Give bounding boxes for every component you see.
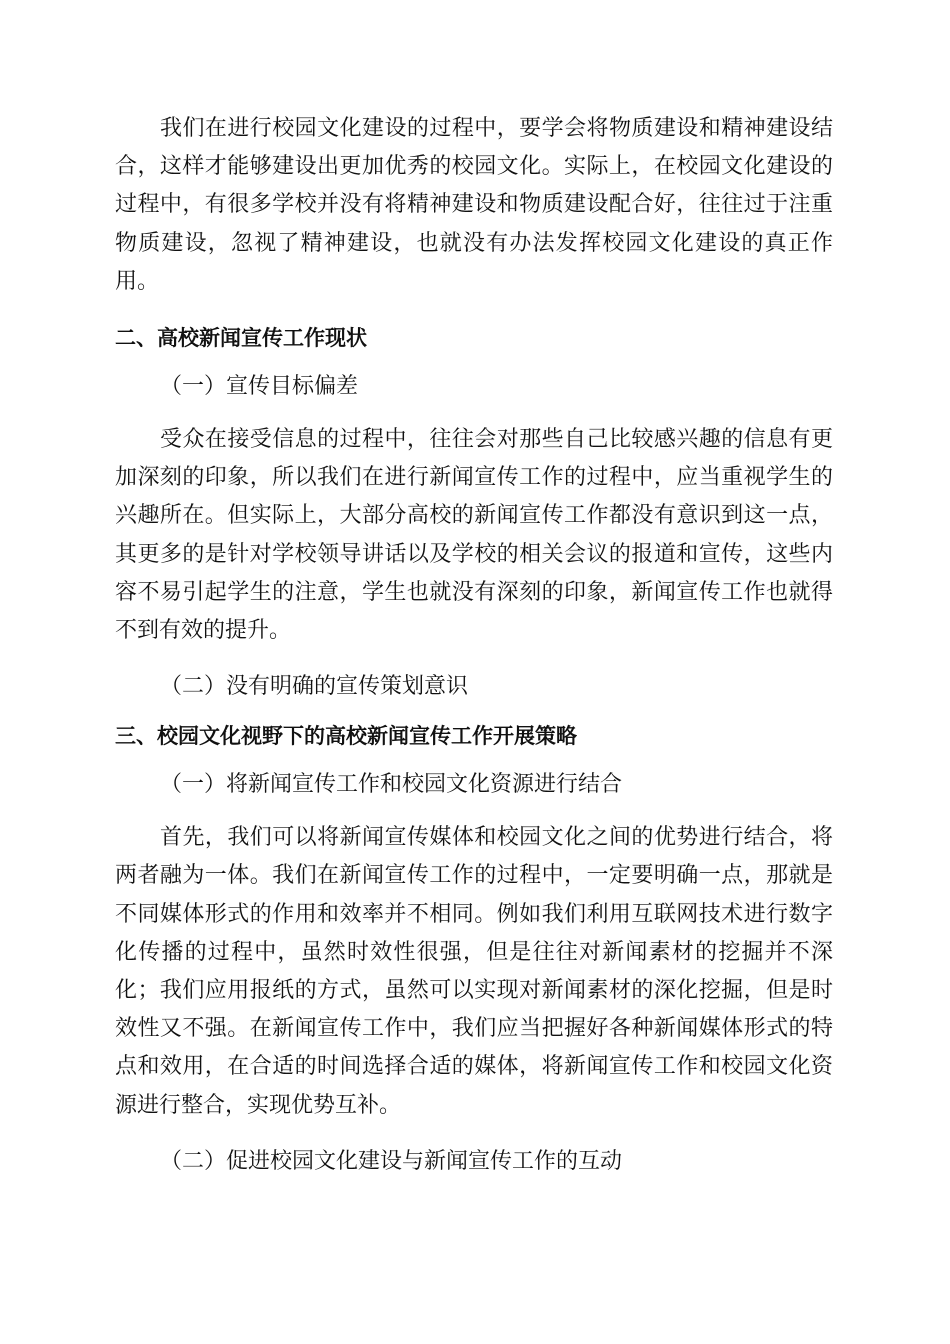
subsection-heading: （二）促进校园文化建设与新闻宣传工作的互动 [160,1148,623,1174]
body-paragraph: 受众在接受信息的过程中，往往会对那些自己比较感兴趣的信息有更加深刻的印象，所以我们在进行新闻宣传工作的过程中，应当重视学生的兴趣所在。但实际上，大部分高校的新闻宣传工作都没有意识到这一点，其更多的是针对学校领导讲话以及学校的相关会议的报道和宣传，这些内容不易引起学生的注意，学生也就没有深刻的印象，新闻宣传工作也就得不到有效的提升。 [115,427,833,644]
section-heading: 三、校园文化视野下的高校新闻宣传工作开展策略 [115,724,577,749]
document-page [115,110,833,1177]
section-heading: 二、高校新闻宣传工作现状 [115,326,367,351]
subsection-heading: （一）宣传目标偏差 [160,374,359,400]
body-paragraph: 首先，我们可以将新闻宣传媒体和校园文化之间的优势进行结合，将两者融为一体。我们在新闻宣传工作的过程中，一定要明确一点，那就是不同媒体形式的作用和效率并不相同。例如我们利用互联网技术进行数字化传播的过程中，虽然时效性很强，但是往往对新闻素材的挖掘并不深化；我们应用报纸的方式，虽然可以实现对新闻素材的深化挖掘，但是时效性又不强。在新闻宣传工作中，我们应当把握好各种新闻媒体形式的特点和效用，在合适的时间选择合适的媒体，将新闻宣传工作和校园文化资源进行整合，实现优势互补。 [115,825,833,1118]
subsection-heading: （二）没有明确的宣传策划意识 [160,674,469,700]
body-paragraph: 我们在进行校园文化建设的过程中，要学会将物质建设和精神建设结合，这样才能够建设出更加优秀的校园文化。实际上，在校园文化建设的过程中，有很多学校并没有将精神建设和物质建设配合好，往往过于注重物质建设，忽视了精神建设，也就没有办法发挥校园文化建设的真正作用。 [115,116,833,294]
subsection-heading: （一）将新闻宣传工作和校园文化资源进行结合 [160,772,623,798]
